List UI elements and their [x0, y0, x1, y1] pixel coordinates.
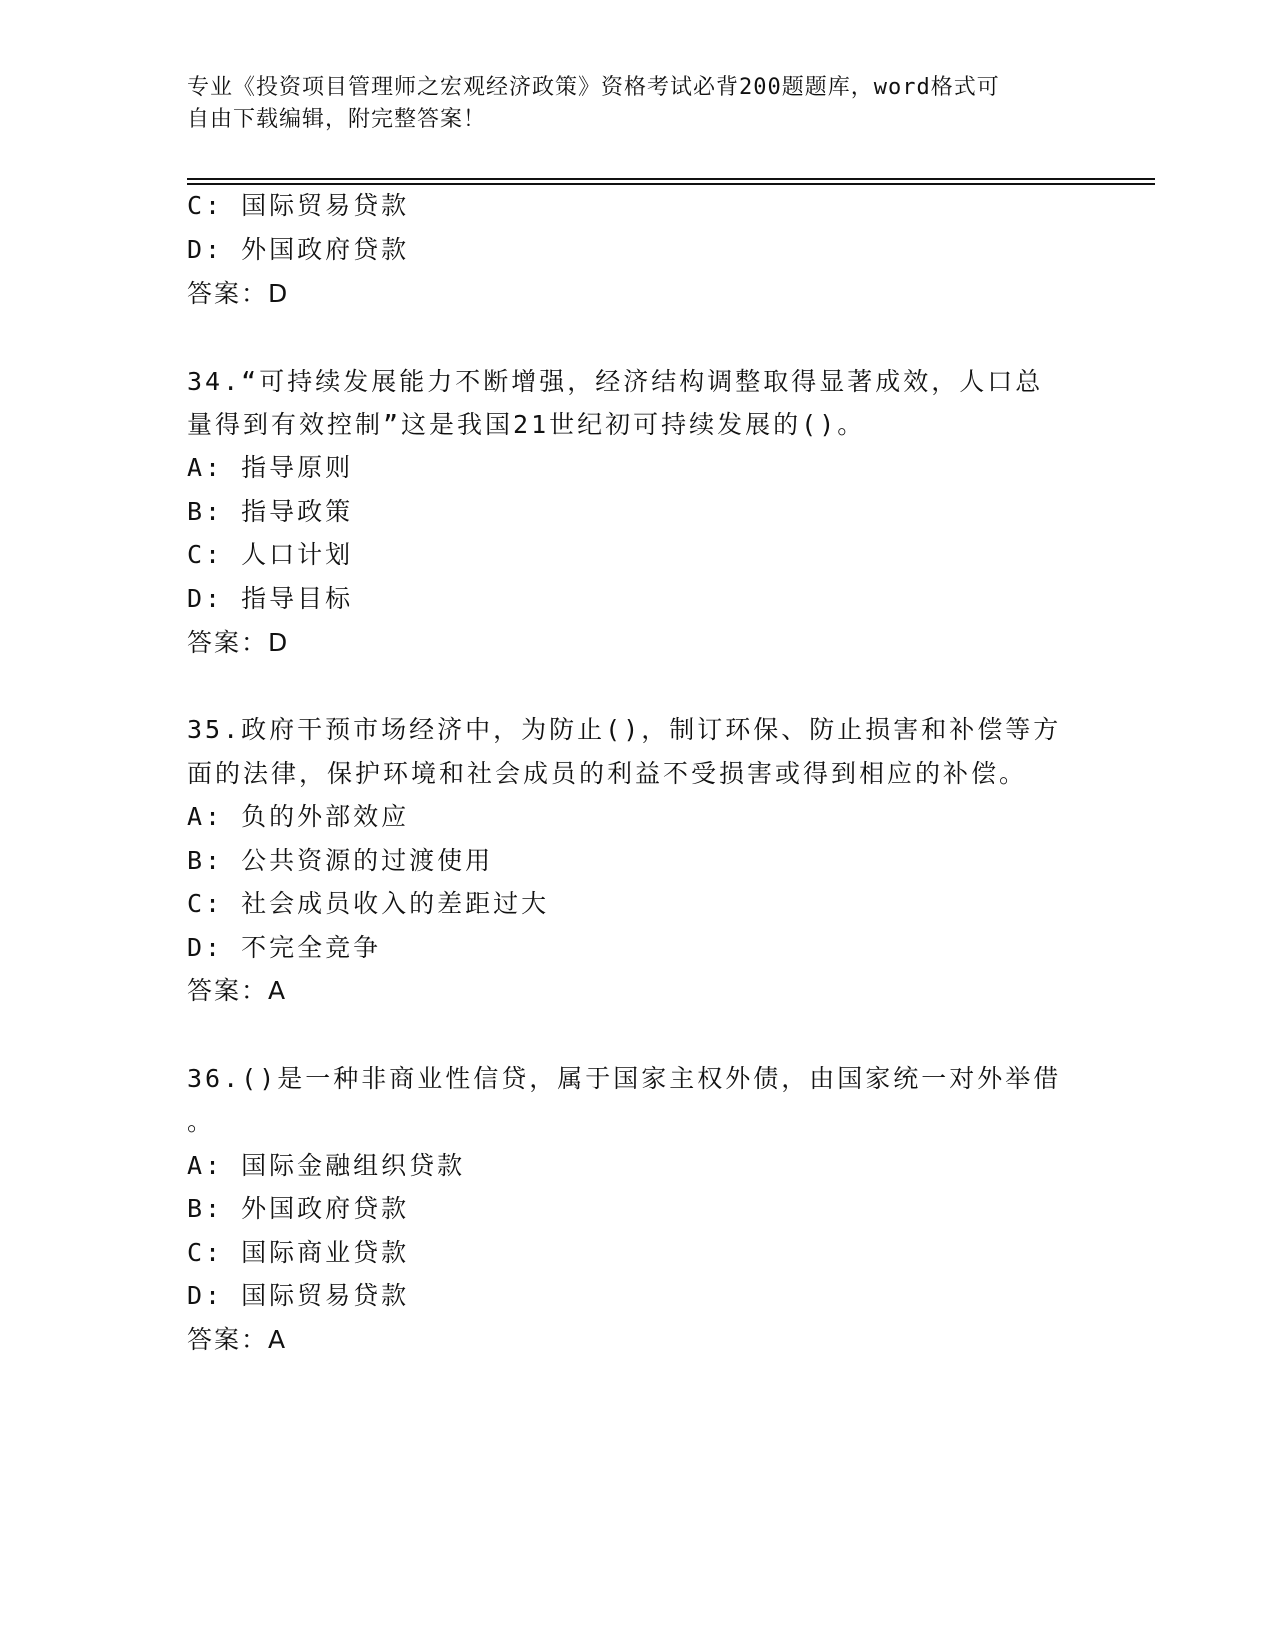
q35-answer: 答案：A [187, 976, 288, 1005]
q34-text-line-2: 量得到有效控制”这是我国21世纪初可持续发展的()。 [187, 410, 866, 439]
q34-option-c: C: 人口计划 [187, 540, 354, 569]
prev-option-c: C: 国际贸易贷款 [187, 191, 410, 220]
q35-option-d: D: 不完全竞争 [187, 933, 382, 962]
q36-text-line-1: 36.()是一种非商业性信贷，属于国家主权外债，由国家统一对外举借 [187, 1064, 1062, 1093]
q36-text-line-2: 。 [187, 1107, 216, 1136]
q35-text-line-2: 面的法律，保护环境和社会成员的利益不受损害或得到相应的补偿。 [187, 759, 1028, 788]
q36-answer: 答案：A [187, 1325, 288, 1354]
q34-answer: 答案：D [187, 628, 290, 657]
q35-option-b: B: 公共资源的过渡使用 [187, 846, 494, 875]
q36-option-d: D: 国际贸易贷款 [187, 1281, 410, 1310]
q34-text-line-1: 34.“可持续发展能力不断增强，经济结构调整取得显著成效，人口总 [187, 367, 1044, 396]
prev-answer: 答案：D [187, 279, 290, 308]
header-divider-top [187, 178, 1155, 180]
q34-option-a: A: 指导原则 [187, 453, 354, 482]
q34-option-b: B: 指导政策 [187, 497, 354, 526]
q35-text-line-1: 35.政府干预市场经济中，为防止()，制订环保、防止损害和补偿等方 [187, 715, 1062, 744]
q35-option-a: A: 负的外部效应 [187, 802, 410, 831]
q36-option-c: C: 国际商业贷款 [187, 1238, 410, 1267]
q36-option-a: A: 国际金融组织贷款 [187, 1151, 466, 1180]
q35-option-c: C: 社会成员收入的差距过大 [187, 889, 550, 918]
header-line-1: 专业《投资项目管理师之宏观经济政策》资格考试必背200题题库，word格式可 [187, 75, 1000, 100]
header-divider-bottom [187, 183, 1155, 185]
document-header [187, 72, 1067, 136]
q36-option-b: B: 外国政府贷款 [187, 1194, 410, 1223]
prev-option-d: D: 外国政府贷款 [187, 235, 410, 264]
q34-option-d: D: 指导目标 [187, 584, 354, 613]
header-line-2: 自由下载编辑，附完整答案！ [187, 107, 487, 132]
